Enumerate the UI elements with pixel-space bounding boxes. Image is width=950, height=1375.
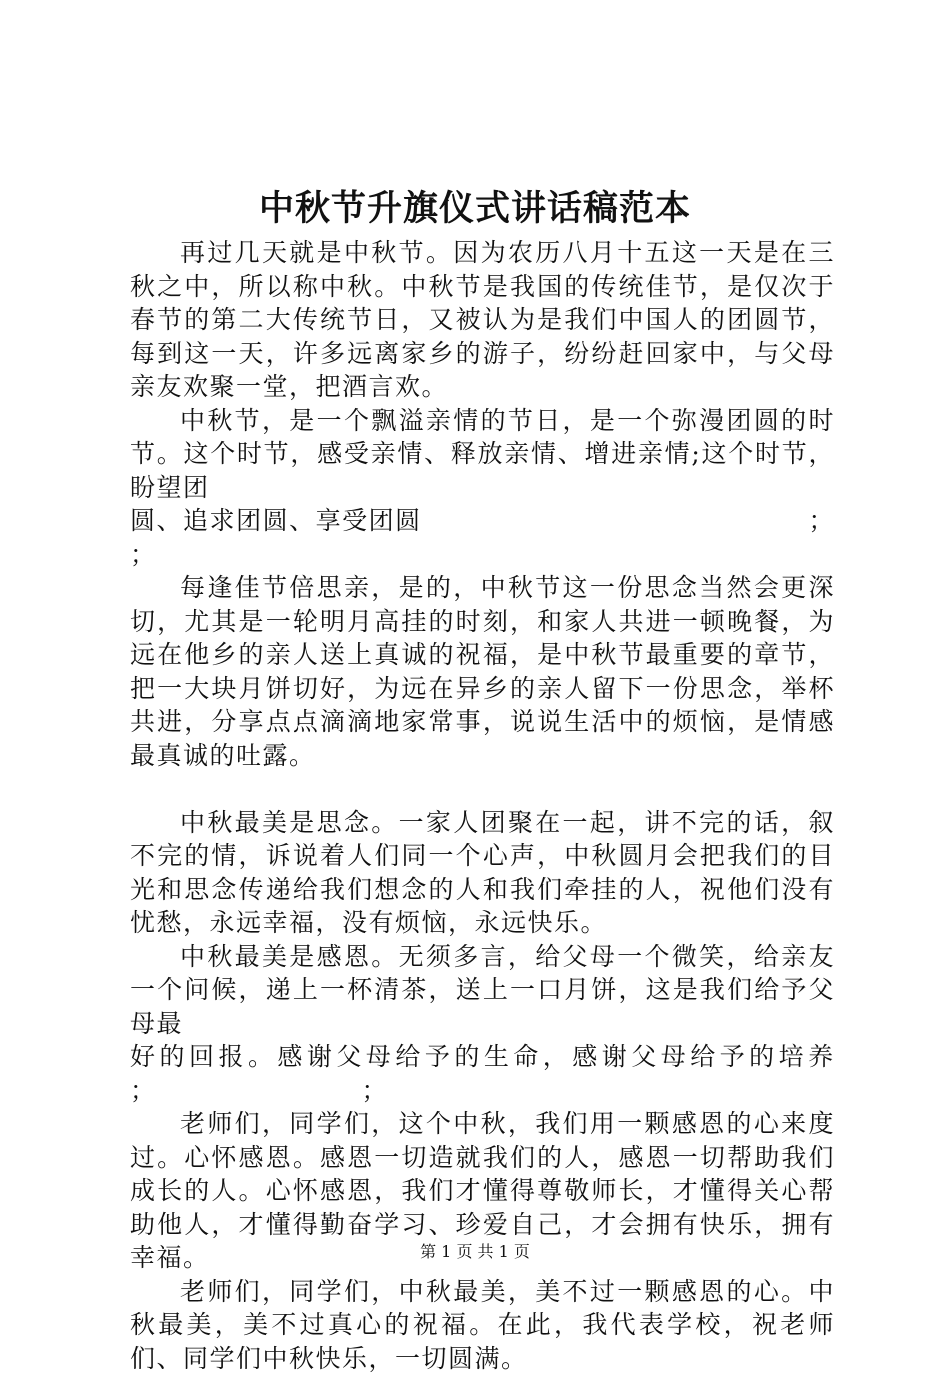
paragraph-7: 老师们，同学们，中秋最美，美不过一颗感恩的心。中秋最美，美不过真心的祝福。在此，我代表学校，祝老师们、同学们中秋快乐，一切圆满。: [130, 1275, 835, 1375]
p5-char: 生: [484, 1040, 511, 1074]
p5-char: 母: [661, 1040, 688, 1074]
paragraph-5: 中秋最美是感恩。无须多言，给父母一个微笑，给亲友一个问候，递上一杯清茶，送上一口月饼，这是我们给予父母最: [130, 940, 835, 1041]
p5-char: 予: [720, 1040, 747, 1074]
p5-char: 报: [218, 1040, 245, 1074]
p2-char: 圆: [395, 504, 422, 538]
p5-char: 给: [690, 1040, 717, 1074]
p2-char: 、: [289, 504, 316, 538]
paragraph-1: 再过几天就是中秋节。因为农历八月十五这一天是在三秋之中，所以称中秋。中秋节是我国的传统佳节，是仅次于春节的第二大传统节日，又被认为是我们中国人的团圆节，每到这一天，许多远离家乡的游子，纷纷赶回家中，与父母亲友欢聚一堂，把酒言欢。: [130, 236, 835, 404]
paragraph-2-last-line: ；: [130, 538, 835, 572]
p5-char: 培: [779, 1040, 806, 1074]
paragraph-3: 每逢佳节倍思亲，是的，中秋节这一份思念当然会更深切，尤其是一轮明月高挂的时刻，和家人共进一顿晚餐，为远在他乡的亲人送上真诚的祝福，是中秋节最重要的章节，把一大块月饼切好，为远在异乡的亲人留下一份思念，举杯共进，分享点点滴滴地家常事，说说生活中的烦恼，是情感最真诚的吐露。: [130, 571, 835, 772]
p5-char: 感: [277, 1040, 304, 1074]
document-body: [130, 236, 835, 1375]
page-footer: 第 1 页 共 1 页: [0, 1240, 950, 1264]
p2-char: 求: [210, 504, 237, 538]
semicolon: ；: [362, 1076, 389, 1105]
p2-char: 团: [236, 504, 263, 538]
semicolon: ；: [130, 1076, 157, 1105]
p5-char: 予: [425, 1040, 452, 1074]
p2-char: 、: [157, 504, 184, 538]
p2-char: 团: [369, 504, 396, 538]
p2-char: ；: [808, 504, 835, 538]
p5-char: 感: [572, 1040, 599, 1074]
p5-char: 的: [159, 1040, 186, 1074]
p2-char: 圆: [263, 504, 290, 538]
p5-char: ，: [543, 1040, 570, 1074]
p5-char: 命: [513, 1040, 540, 1074]
p5-char: 。: [248, 1040, 275, 1074]
paragraph-2: 中秋节，是一个飘溢亲情的节日，是一个弥漫团圆的时节。这个时节，感受亲情、释放亲情、增进亲情;这个时节，盼望团: [130, 404, 835, 505]
p5-char: 谢: [307, 1040, 334, 1074]
paragraph-5-spread-line: [130, 1040, 835, 1074]
paragraph-2-spread-line: [130, 504, 835, 538]
p5-char: 母: [366, 1040, 393, 1074]
paragraph-4: 中秋最美是思念。一家人团聚在一起，讲不完的话，叙不完的情，诉说着人们同一个心声，中秋圆月会把我们的目光和思念传递给我们想念的人和我们牵挂的人，祝他们没有忧愁，永远幸福，没有烦恼，永远快乐。: [130, 806, 835, 940]
p2-char: 圆: [130, 504, 157, 538]
p5-char: 回: [189, 1040, 216, 1074]
paragraph-5-semicolon-line: [130, 1074, 835, 1108]
p2-char: 追: [183, 504, 210, 538]
p5-char: 父: [336, 1040, 363, 1074]
p5-char: 的: [454, 1040, 481, 1074]
p5-char: 的: [749, 1040, 776, 1074]
p5-char: 父: [631, 1040, 658, 1074]
p2-char: 受: [342, 504, 369, 538]
p5-char: 好: [130, 1040, 157, 1074]
p2-char: 享: [316, 504, 343, 538]
blank-line: [130, 772, 835, 806]
p5-char: 给: [395, 1040, 422, 1074]
document-title: 中秋节升旗仪式讲话稿范本: [0, 184, 950, 234]
p5-char: 谢: [602, 1040, 629, 1074]
p5-char: 养: [808, 1040, 835, 1074]
paragraph-6: 老师们，同学们，这个中秋，我们用一颗感恩的心来度过。心怀感恩。感恩一切造就我们的人，感恩一切帮助我们成长的人。心怀感恩，我们才懂得尊敬师长，才懂得关心帮助他人，才懂得勤奋学习、珍爱自己，才会拥有快乐，拥有幸福。: [130, 1107, 835, 1275]
